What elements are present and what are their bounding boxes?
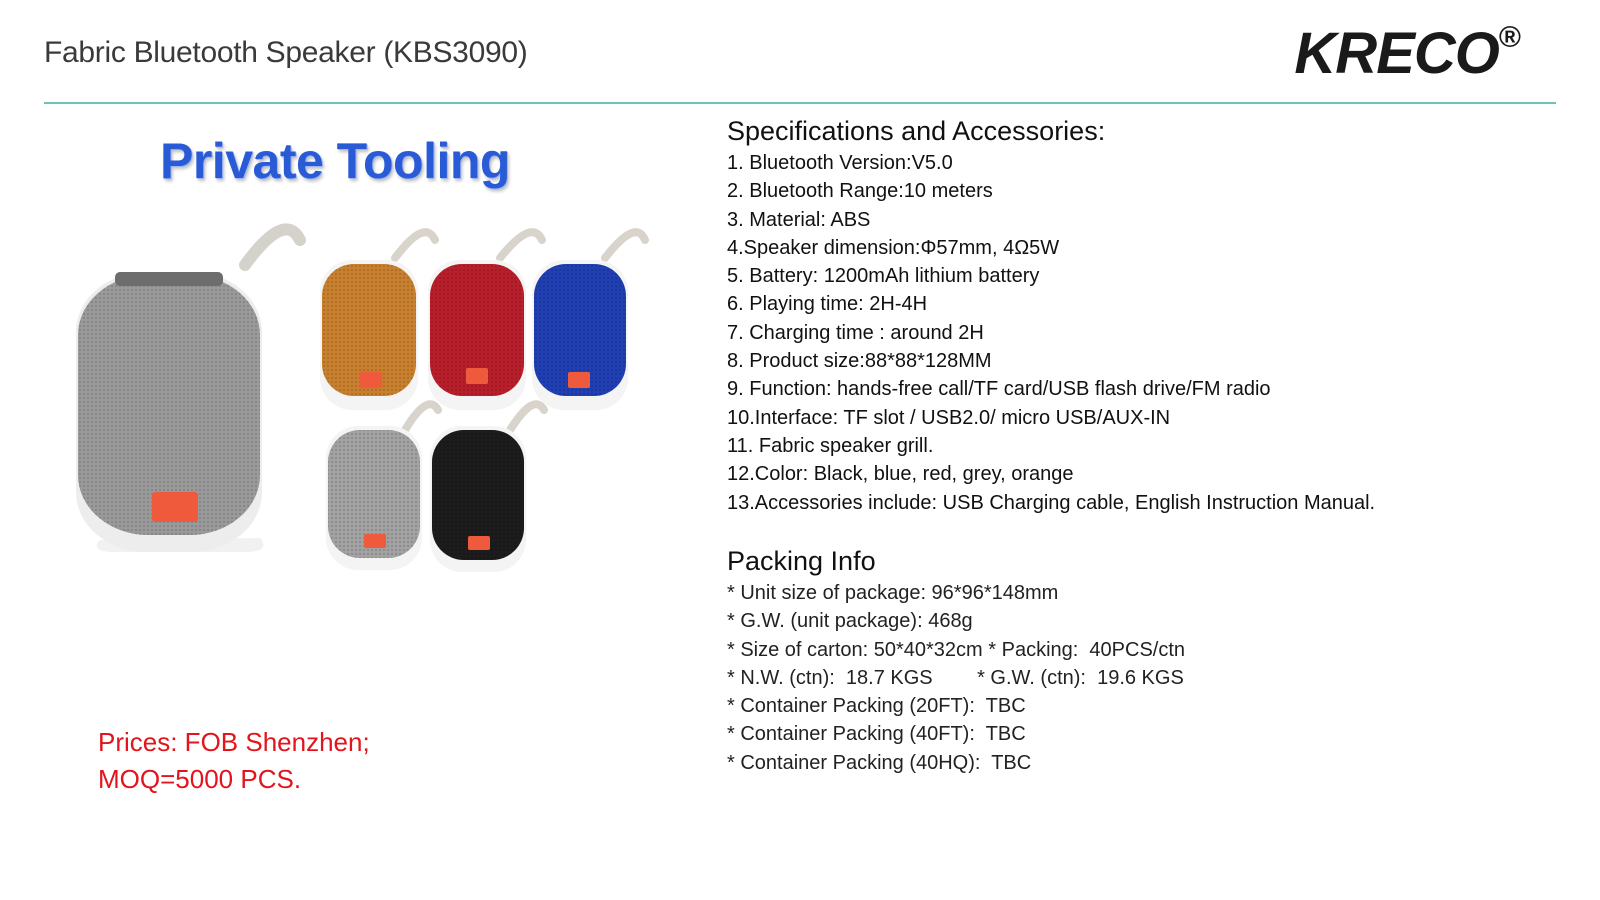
specifications-section [727, 116, 1547, 517]
brand-name: KRECO [1294, 21, 1499, 86]
speaker-orange [320, 232, 435, 410]
packing-item: * N.W. (ctn): 18.7 KGS * G.W. (ctn): 19.6 KGS [727, 666, 1184, 689]
spec-item: 8. Product size:88*88*128MM [727, 350, 992, 373]
brand-logo [1294, 20, 1520, 87]
speaker-grey-large [76, 229, 300, 552]
spec-item: 11. Fabric speaker grill. [727, 434, 934, 457]
registered-mark: ® [1498, 20, 1520, 54]
prices-line: Prices: FOB Shenzhen; [98, 727, 370, 757]
spec-item: 7. Charging time : around 2H [727, 321, 984, 344]
spec-item: 1. Bluetooth Version:V5.0 [727, 152, 953, 174]
spec-item: 10.Interface: TF slot / USB2.0/ micro USB/AUX-IN [727, 406, 1171, 429]
spec-item: 12.Color: Black, blue, red, grey, orange [727, 463, 1074, 486]
spec-item: 9. Function: hands-free call/TF card/USB flash drive/FM radio [727, 378, 1271, 401]
packing-info-heading: Packing Info [727, 546, 876, 576]
speaker-product-image [70, 220, 680, 590]
packing-item: * Container Packing (20FT): TBC [727, 695, 1026, 718]
packing-item: * G.W. (unit package): 468g [727, 610, 973, 633]
speaker-grey-small [326, 404, 438, 570]
speaker-blue [532, 232, 645, 410]
moq-line: MOQ=5000 PCS. [98, 764, 302, 794]
speaker-red [428, 232, 542, 410]
spec-item: 13.Accessories include: USB Charging cable, English Instruction Manual. [727, 491, 1376, 514]
packing-item: * Container Packing (40HQ): TBC [727, 751, 1032, 774]
spec-item: 3. Material: ABS [727, 208, 871, 231]
private-tooling-label: Private Tooling [160, 133, 510, 189]
speaker-black [430, 404, 544, 572]
header-divider [44, 102, 1556, 104]
packing-item: * Unit size of package: 96*96*148mm [727, 582, 1059, 604]
spec-item: 4.Speaker dimension:Φ57mm, 4Ω5W [727, 236, 1060, 259]
prices-note [98, 724, 370, 798]
packing-info-section [727, 546, 1547, 777]
packing-item: * Container Packing (40FT): TBC [727, 723, 1026, 746]
spec-item: 6. Playing time: 2H-4H [727, 293, 928, 316]
page-title: Fabric Bluetooth Speaker (KBS3090) [44, 36, 528, 69]
spec-item: 2. Bluetooth Range:10 meters [727, 180, 993, 203]
specifications-heading: Specifications and Accessories: [727, 116, 1106, 146]
packing-item: * Size of carton: 50*40*32cm * Packing: 40PCS/ctn [727, 638, 1186, 661]
spec-item: 5. Battery: 1200mAh lithium battery [727, 265, 1040, 288]
